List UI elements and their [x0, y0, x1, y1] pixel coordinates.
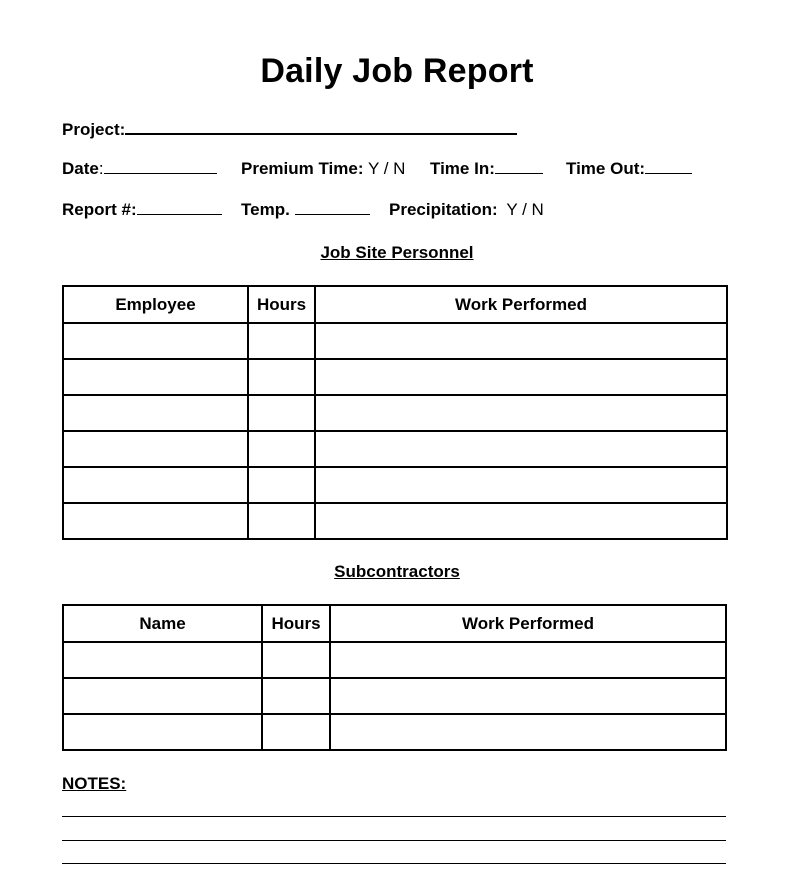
personnel-col-hours: Hours — [248, 286, 315, 323]
time-out-label: Time Out: — [566, 159, 646, 178]
personnel-cell-work[interactable] — [315, 431, 727, 467]
date-field — [62, 159, 217, 179]
subcontractors-body — [63, 642, 726, 750]
date-colon: : — [98, 159, 104, 178]
report-number-field — [62, 200, 222, 220]
notes-label: NOTES: — [62, 774, 127, 793]
personnel-cell-name[interactable] — [63, 323, 248, 359]
notes-line[interactable] — [62, 840, 726, 841]
precipitation-options[interactable]: Y / N — [506, 200, 544, 219]
personnel-cell-hours[interactable] — [248, 467, 315, 503]
subcontractors-cell-name[interactable] — [63, 678, 262, 714]
temp-input-line[interactable] — [295, 200, 370, 215]
report-number-input-line[interactable] — [137, 200, 222, 215]
notes-line[interactable] — [62, 863, 726, 864]
personnel-heading: Job Site Personnel — [320, 243, 474, 262]
personnel-row — [63, 467, 727, 503]
personnel-cell-hours[interactable] — [248, 431, 315, 467]
personnel-cell-name[interactable] — [63, 431, 248, 467]
personnel-row — [63, 323, 727, 359]
subcontractors-cell-name[interactable] — [63, 714, 262, 750]
subcontractors-cell-work[interactable] — [330, 714, 726, 750]
personnel-row — [63, 395, 727, 431]
date-input-line[interactable] — [104, 159, 217, 174]
personnel-cell-work[interactable] — [315, 323, 727, 359]
personnel-col-work-performed: Work Performed — [315, 286, 727, 323]
premium-time-label: Premium Time: — [241, 159, 364, 178]
subcontractors-row — [63, 714, 726, 750]
personnel-cell-work[interactable] — [315, 395, 727, 431]
subcontractors-col-name: Name — [63, 605, 262, 642]
personnel-cell-hours[interactable] — [248, 503, 315, 539]
subcontractors-table — [62, 604, 727, 751]
project-input-line[interactable] — [125, 119, 517, 135]
personnel-row — [63, 503, 727, 539]
personnel-cell-hours[interactable] — [248, 395, 315, 431]
page-title: Daily Job Report — [260, 52, 534, 90]
time-in-label: Time In: — [430, 159, 495, 178]
subcontractors-header-row — [63, 605, 726, 642]
personnel-cell-hours[interactable] — [248, 359, 315, 395]
personnel-col-employee: Employee — [63, 286, 248, 323]
subcontractors-cell-work[interactable] — [330, 678, 726, 714]
personnel-cell-name[interactable] — [63, 359, 248, 395]
notes-line[interactable] — [62, 816, 726, 817]
subcontractors-cell-hours[interactable] — [262, 678, 330, 714]
temp-field — [241, 200, 370, 220]
personnel-cell-name[interactable] — [63, 503, 248, 539]
time-out-input-line[interactable] — [645, 159, 692, 174]
personnel-table — [62, 285, 728, 540]
subcontractors-cell-work[interactable] — [330, 642, 726, 678]
time-out-field — [566, 159, 692, 179]
personnel-cell-work[interactable] — [315, 503, 727, 539]
premium-time-field — [241, 159, 405, 179]
project-field — [62, 119, 517, 140]
personnel-row — [63, 359, 727, 395]
subcontractors-row — [63, 642, 726, 678]
project-label: Project: — [62, 120, 126, 139]
premium-time-options[interactable]: Y / N — [367, 159, 406, 178]
report-number-label: Report #: — [62, 200, 137, 219]
subcontractors-cell-name[interactable] — [63, 642, 262, 678]
personnel-row — [63, 431, 727, 467]
subcontractors-cell-hours[interactable] — [262, 642, 330, 678]
subcontractors-heading: Subcontractors — [334, 562, 460, 581]
time-in-input-line[interactable] — [495, 159, 543, 174]
personnel-body — [63, 323, 727, 539]
personnel-cell-work[interactable] — [315, 467, 727, 503]
personnel-cell-name[interactable] — [63, 395, 248, 431]
personnel-cell-work[interactable] — [315, 359, 727, 395]
subcontractors-row — [63, 678, 726, 714]
time-in-field — [430, 159, 543, 179]
personnel-header-row — [63, 286, 727, 323]
personnel-cell-hours[interactable] — [248, 323, 315, 359]
personnel-cell-name[interactable] — [63, 467, 248, 503]
precipitation-label: Precipitation: — [389, 200, 498, 219]
precipitation-field — [389, 200, 544, 220]
temp-label: Temp. — [241, 200, 290, 219]
subcontractors-cell-hours[interactable] — [262, 714, 330, 750]
subcontractors-col-hours: Hours — [262, 605, 330, 642]
date-label: Date — [62, 159, 99, 178]
subcontractors-col-work-performed: Work Performed — [330, 605, 726, 642]
